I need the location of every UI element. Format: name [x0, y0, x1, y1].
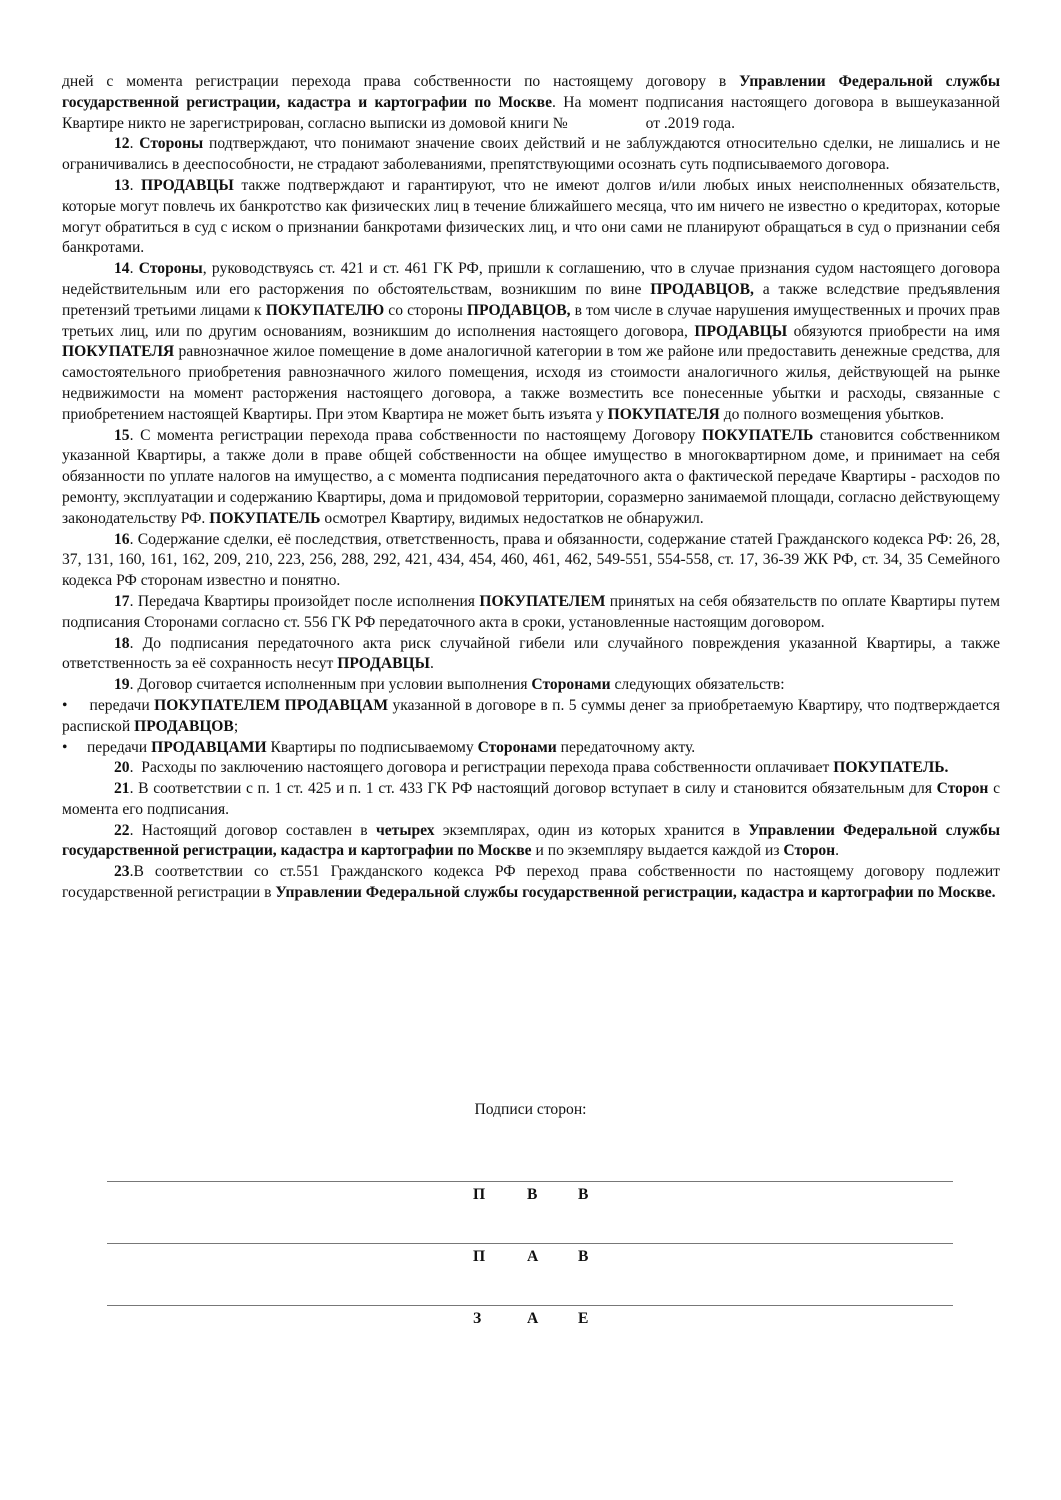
text: в том числе в случае нарушения имущественных и прочих прав третьих лиц, или по другим основаниям, возникшим до исполнения настоящего договора,: [62, 301, 1004, 340]
text: дней с момента регистрации перехода права собственности по настоящему договору в: [62, 73, 740, 90]
bold-text: 19: [114, 676, 130, 694]
initial: А: [527, 1310, 539, 1327]
contract-clause: [62, 592, 1004, 634]
text: Квартиры по подписываемому: [266, 738, 478, 756]
bold-text: ПОКУПАТЕЛЬ: [209, 509, 321, 527]
contract-clause: [62, 779, 1004, 821]
text: . На момент подписания настоящего договора в вышеуказанной Квартире никто не зарегистрирован, согласно выписки из домовой книги № от .2019 года.: [62, 93, 1004, 132]
text: экземплярах, один из которых хранится в: [434, 821, 749, 839]
text: .В соответствии со ст.551 Гражданского кодекса РФ переход права собственности по настоящему договору подлежит государственной регистрации в: [62, 863, 1004, 902]
contract-clause: [62, 530, 1004, 592]
bold-text: Управлении Федеральной службы государственной регистрации, кадастра и картографии по Москве: [62, 73, 1004, 111]
bold-text: ПРОДАВЦЫ: [141, 176, 234, 194]
bold-text: ПРОДАВЦОВ: [134, 717, 234, 735]
bold-text: четырех: [375, 821, 435, 839]
bold-text: ПРОДАВЦОВ,: [650, 280, 754, 298]
contract-clause: [62, 72, 1004, 134]
bold-text: Сторонами: [531, 676, 611, 694]
text: . Содержание сделки, её последствия, ответственность, права и обязанности, содержание статей Гражданского кодекса РФ: 26, 28, 37, 131, 160, 161, 162, 209, 210, 223, 256, 288, 292, 421, 434, 454, 460, 461, 462, 549-551, 554-558, ст. 17, 36-39 ЖК РФ, ст. 34, 35 Семейного кодекса РФ сторонам известно и понятно.: [62, 530, 1004, 590]
text: становится собственником указанной Квартиры, а также доли в праве общей собственности на общее имущество в многоквартирном доме, и принимает на себя обязанности по уплате налогов на имущество, а с момента подписания передаточного акта о фактической передаче Квартиры - расходов по ремонту, эксплуатации и содержанию Квартиры, дома и придомовой территории, соразмерно занимаемой площади, согласно действующему законодательству РФ.: [62, 426, 1004, 527]
bold-text: ПОКУПАТЕЛЬ: [702, 426, 814, 444]
bold-text: ПОКУПАТЕЛЯ: [62, 343, 175, 361]
text: а также вследствие предъявления претензий третьими лицами к: [62, 280, 1004, 319]
bold-text: 14: [114, 260, 130, 278]
bold-text: Управлении Федеральной службы государственной регистрации, кадастра и картографии по Москве.: [275, 884, 996, 902]
text: следующих обязательств:: [610, 676, 785, 694]
text: .: [129, 176, 142, 194]
bold-text: ПРОДАВЦОВ,: [466, 301, 571, 319]
contract-clause: [62, 862, 1004, 904]
initial: А: [527, 1248, 539, 1265]
text: . Настоящий договор составлен в: [129, 821, 376, 839]
contract-clause: [62, 675, 1000, 696]
text: . Расходы по заключению настоящего договора и регистрации перехода права собственности оплачивает: [129, 759, 834, 777]
bold-text: 18: [114, 634, 130, 652]
contract-clause: [62, 426, 1004, 530]
initial: П: [473, 1248, 486, 1265]
signature-line: [107, 1243, 953, 1244]
bold-text: 20: [114, 759, 130, 777]
text: • передачи: [62, 696, 155, 714]
text: , руководствуясь ст. 421 и ст. 461 ГК РФ, пришли к соглашению, что в случае признания судом настоящего договора недействительным или его расторжения по обстоятельствам, возникшим по вине: [62, 260, 1004, 298]
bold-text: 15: [114, 426, 130, 444]
text: . Договор считается исполненным при условии выполнения: [129, 676, 532, 694]
text: .: [429, 655, 434, 673]
bold-text: ПРОДАВЦЫ: [337, 655, 430, 673]
text: передаточному акту.: [556, 738, 696, 756]
bold-text: 22: [114, 821, 130, 839]
initial: В: [578, 1248, 589, 1265]
bold-text: 17: [114, 592, 130, 610]
bold-text: ПОКУПАТЕЛЮ: [265, 301, 385, 319]
bold-text: Сторон: [936, 780, 989, 798]
text: принятых на себя обязательств по оплате Квартиры путем подписания Сторонами согласно ст. 556 ГК РФ передаточного акта в сроки, установленные настоящим договором.: [62, 592, 1004, 631]
signatures-title: Подписи сторон:: [474, 1101, 587, 1118]
text: со стороны: [384, 301, 467, 319]
bold-text: Стороны: [138, 260, 203, 278]
contract-body: [62, 72, 1004, 904]
text: осмотрел Квартиру, видимых недостатков не обнаружил.: [320, 509, 704, 527]
bold-text: ПОКУПАТЕЛЕМ: [479, 592, 606, 610]
bold-text: ПОКУПАТЕЛЕМ ПРОДАВЦАМ: [154, 696, 389, 714]
text: . До подписания передаточного акта риск случайной гибели или случайного повреждения указанной Квартиры, а также ответственность за её сохранность несут: [62, 634, 1004, 673]
contract-clause: [62, 134, 1004, 176]
bullet-item: [62, 696, 1004, 738]
bold-text: Сторонами: [477, 738, 557, 756]
text: обязуются приобрести на имя: [787, 322, 1004, 340]
contract-clause: [62, 821, 1004, 863]
bold-text: Управлении Федеральной службы государственной регистрации, кадастра и картографии по Москве: [62, 821, 1004, 860]
signature-line: [107, 1305, 953, 1306]
bold-text: ПРОДАВЦАМИ: [151, 738, 267, 756]
initial: В: [578, 1186, 589, 1203]
contract-clause: [62, 259, 1004, 425]
text: . В соответствии с п. 1 ст. 425 и п. 1 ст. 433 ГК РФ настоящий договор вступает в силу и становится обязательным для: [129, 780, 937, 798]
text: также подтверждают и гарантируют, что не имеют долгов и/или любых иных неисполненных обязательств, которые могут повлечь их банкротство как физических лиц в течение ближайшего месяца, что им ничего не известно о кредиторах, которые могут обратиться в суд с иском о признании банкротами физических лиц, и что они сами не планируют обращаться в суд о признании себя банкротами.: [62, 176, 1004, 257]
bold-text: Сторон: [783, 842, 836, 860]
bold-text: ПОКУПАТЕЛЯ: [607, 405, 720, 423]
bold-text: ПОКУПАТЕЛЬ.: [833, 759, 949, 777]
initial: З: [473, 1310, 482, 1327]
text: . Передача Квартиры произойдет после исполнения: [129, 592, 480, 610]
contract-clause: [62, 634, 1004, 676]
text: • передачи: [62, 738, 152, 756]
bullet-item: [62, 738, 1000, 759]
contract-clause: [62, 758, 1000, 779]
text: равнозначное жилое помещение в доме аналогичной категории в том же районе или предоставить денежные средства, для самостоятельного приобретения равнозначного жилого помещения, исходя из стоимости аналогичного жилья, действующей на рынке недвижимости на момент расторжения настоящего договора, а также возместить все понесенные убытки и расходы, связанные с приобретением настоящей Квартиры. При этом Квартира не может быть изъята у: [62, 343, 1004, 423]
bold-text: 16: [114, 530, 130, 548]
initial: П: [473, 1186, 486, 1203]
bold-text: 12: [114, 135, 130, 153]
bold-text: Стороны: [139, 135, 204, 153]
text: .: [835, 842, 840, 860]
text: указанной в договоре в п. 5 суммы денег за приобретаемую Квартиру, что подтверждается распиской: [62, 696, 1004, 735]
signature-line: [107, 1181, 953, 1182]
initial: В: [527, 1186, 538, 1203]
bold-text: 13: [114, 176, 130, 194]
text: подтверждают, что понимают значение своих действий и не заблуждаются относительно сделки, не лишались и не ограничивались в дееспособности, не страдают заболеваниями, препятствующими осознать суть подписываемого договора.: [62, 135, 1004, 174]
bold-text: ПРОДАВЦЫ: [694, 322, 788, 340]
text: .: [129, 135, 140, 153]
text: .: [129, 260, 139, 278]
initial: Е: [578, 1310, 589, 1327]
text: ;: [233, 717, 239, 735]
text: . С момента регистрации перехода права собственности по настоящему Договору: [129, 426, 703, 444]
bold-text: 21: [114, 780, 130, 798]
contract-clause: [62, 176, 1004, 259]
text: и по экземпляру выдается каждой из: [531, 842, 784, 860]
bold-text: 23: [114, 863, 130, 881]
text: до полного возмещения убытков.: [719, 405, 945, 423]
text: с момента его подписания.: [62, 780, 1004, 818]
